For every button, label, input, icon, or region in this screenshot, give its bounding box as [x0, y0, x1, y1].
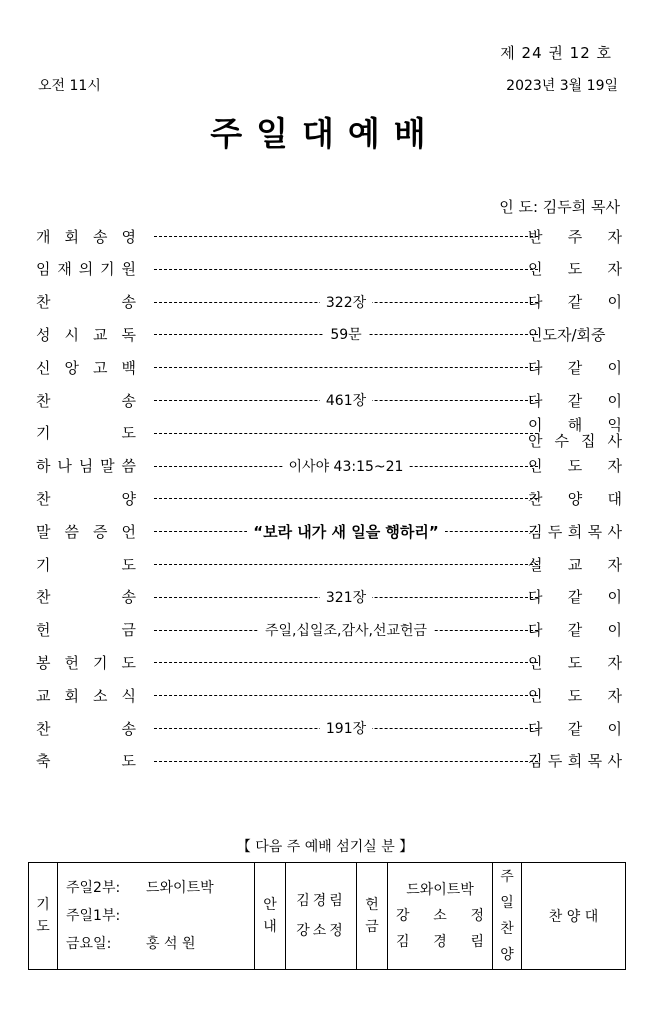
prayer-label-cell: 기 도	[29, 863, 58, 970]
service-row: 주일2부: 드와이트박	[66, 880, 214, 896]
page-title: 주일대예배	[210, 114, 440, 153]
order-detail: 321장	[320, 587, 372, 607]
order-label: 말 씀 증 언	[36, 522, 136, 541]
order-row	[36, 548, 622, 580]
order-detail: 461장	[320, 390, 372, 410]
order-label: 성 시 교 독	[36, 325, 136, 344]
order-row	[36, 286, 622, 318]
order-label: 임 재 의 기 원	[36, 260, 136, 279]
leader-line	[154, 367, 538, 368]
order-row	[36, 712, 622, 744]
order-label: 교 회 소 식	[36, 686, 136, 705]
volume-number: 제 24 권 12 호	[500, 44, 612, 62]
order-detail: “보라 내가 새 일을 행하리”	[247, 521, 445, 542]
service-date: 2023년 3월 19일	[506, 78, 618, 94]
order-responsible: 반 주 자	[528, 227, 622, 246]
order-detail: 59문	[324, 324, 367, 344]
order-label: 찬 양	[36, 489, 136, 508]
order-label: 찬 송	[36, 293, 136, 312]
order-row	[36, 318, 622, 350]
order-row	[36, 417, 622, 449]
leader-line	[154, 236, 538, 237]
order-responsible: 김 두 희 목 사	[528, 752, 622, 771]
leader-line	[154, 269, 538, 270]
order-responsible: 다 같 이	[528, 621, 622, 640]
order-row	[36, 614, 622, 646]
order-responsible: 다 같 이	[528, 391, 622, 410]
choir-cell: 찬 양 대	[522, 863, 626, 970]
choir-label-cell: 주 일 찬 양	[493, 863, 522, 970]
order-row	[36, 581, 622, 613]
order-responsible: 다 같 이	[528, 293, 622, 312]
order-row	[36, 515, 622, 547]
leader-line	[154, 433, 538, 434]
order-responsible: 다 같 이	[528, 358, 622, 377]
order-row	[36, 450, 622, 482]
service-leader: 인 도: 김두희 목사	[499, 198, 620, 216]
order-label: 축 도	[36, 752, 136, 771]
order-label: 찬 송	[36, 391, 136, 410]
service-row: 금요일: 홍 석 원	[66, 936, 196, 952]
leader-line	[154, 564, 538, 565]
order-responsible: 다 같 이	[528, 719, 622, 738]
leader-line	[154, 498, 538, 499]
order-responsible: 인도자/회중	[528, 325, 606, 344]
services-cell	[58, 863, 255, 970]
order-row	[36, 253, 622, 285]
offering-label-cell: 헌 금	[357, 863, 388, 970]
order-responsible: 이 해 익 안 수 집 사	[528, 415, 622, 450]
order-responsible: 인 도 자	[528, 260, 622, 279]
order-detail: 주일,십일조,감사,선교헌금	[259, 620, 433, 640]
order-label: 하 나 님 말 씀	[36, 457, 136, 476]
leader-line	[154, 662, 538, 663]
order-responsible: 찬 양 대	[528, 489, 622, 508]
order-responsible: 인 도 자	[528, 686, 622, 705]
order-row	[36, 384, 622, 416]
order-row	[36, 482, 622, 514]
order-row	[36, 220, 622, 252]
order-label: 찬 송	[36, 719, 136, 738]
service-row: 주일1부:	[66, 908, 121, 924]
order-detail: 191장	[320, 718, 372, 738]
next-week-heading: 【 다음 주 예배 섬기실 분 】	[236, 839, 414, 855]
order-label: 기 도	[36, 555, 136, 574]
service-time: 오전 11시	[38, 78, 101, 94]
order-row	[36, 745, 622, 777]
order-label: 개 회 송 영	[36, 227, 136, 246]
order-responsible: 설 교 자	[528, 555, 622, 574]
order-detail: 이사야 43:15~21	[283, 456, 410, 476]
order-label: 찬 송	[36, 588, 136, 607]
guide-label-cell: 안 내	[255, 863, 286, 970]
order-label: 헌 금	[36, 621, 136, 640]
order-label: 기 도	[36, 424, 136, 443]
offering-people-cell: 드와이트박 강 소 정 김 경 림	[388, 863, 493, 970]
order-detail: 322장	[320, 292, 372, 312]
guide-people-cell: 김경림 강소정	[286, 863, 357, 970]
order-responsible: 인 도 자	[528, 457, 622, 476]
order-row	[36, 351, 622, 383]
order-responsible: 인 도 자	[528, 653, 622, 672]
leader-line	[154, 761, 538, 762]
leader-line	[154, 695, 538, 696]
order-responsible: 김 두 희 목 사	[528, 522, 622, 541]
order-label: 봉 헌 기 도	[36, 653, 136, 672]
order-responsible: 다 같 이	[528, 588, 622, 607]
order-row	[36, 679, 622, 711]
order-label: 신 앙 고 백	[36, 358, 136, 377]
next-week-duty-table	[28, 862, 626, 970]
order-row	[36, 646, 622, 678]
